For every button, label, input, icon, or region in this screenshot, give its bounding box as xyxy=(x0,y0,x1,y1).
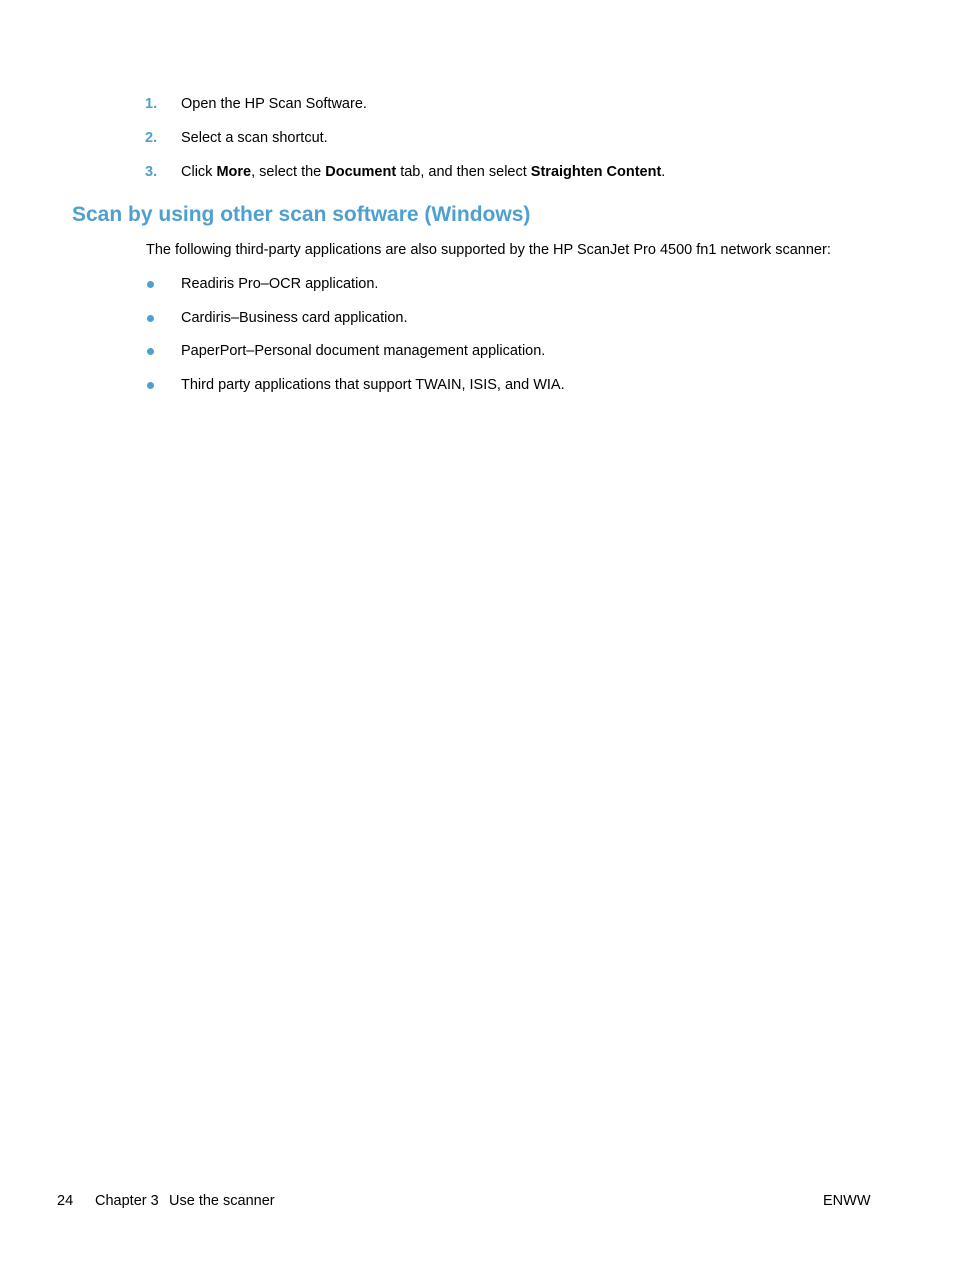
bullet-icon xyxy=(147,348,154,355)
page-number: 24 xyxy=(57,1193,74,1209)
footer-chapter: Chapter 3 xyxy=(95,1193,159,1209)
step-number: 1. xyxy=(145,96,158,112)
straighten-content-term: Straighten Content xyxy=(530,164,662,180)
bullet-icon xyxy=(147,281,154,288)
footer-locale: ENWW xyxy=(823,1193,871,1209)
list-item-text: Readiris Pro–OCR application. xyxy=(181,276,379,292)
list-item-text: PaperPort–Personal document management application. xyxy=(181,343,546,359)
list-item-text: Third party applications that support TWAIN, ISIS, and WIA. xyxy=(181,377,565,393)
list-item-text: Cardiris–Business card application. xyxy=(181,310,408,326)
step-text xyxy=(181,163,665,181)
footer-chapter-title: Use the scanner xyxy=(169,1193,275,1209)
step-number: 2. xyxy=(145,130,158,146)
step-text-part: , select the xyxy=(251,164,326,180)
section-intro: The following third-party applications are also supported by the HP ScanJet Pro 4500 fn1 network scanner: xyxy=(146,242,831,258)
bullet-icon xyxy=(147,382,154,389)
step-text-part: . xyxy=(661,164,666,180)
step-text: Select a scan shortcut. xyxy=(181,130,328,146)
bullet-icon xyxy=(147,315,154,322)
document-tab-term: Document xyxy=(325,164,397,180)
step-text-part: Click xyxy=(181,164,217,180)
step-text: Open the HP Scan Software. xyxy=(181,96,367,112)
step-text-part: tab, and then select xyxy=(396,164,531,180)
section-heading: Scan by using other scan software (Windows) xyxy=(72,203,531,226)
more-term: More xyxy=(216,164,252,180)
step-number: 3. xyxy=(145,164,158,180)
